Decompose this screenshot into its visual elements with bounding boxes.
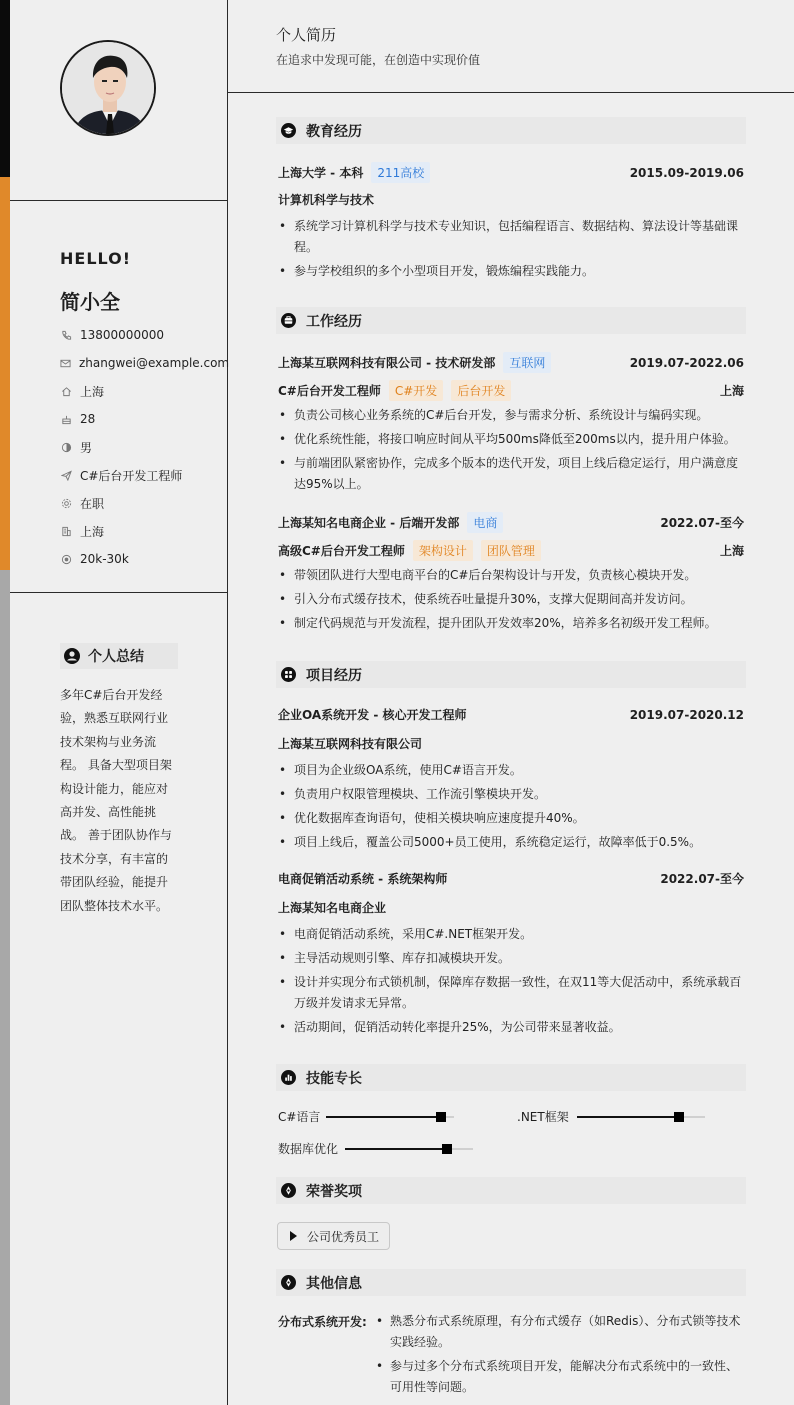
list-item: • 电商促销活动系统，采用C#.NET框架开发。 [278, 924, 744, 945]
skill-item [278, 1108, 454, 1125]
list-item: • 引入分布式缓存技术，使系统吞吐量提升30%，支撑大促期间高并发访问。 [278, 589, 744, 610]
project-details-list [278, 760, 744, 856]
info-hometown: 上海 [60, 377, 228, 405]
summary-text: 多年C#后台开发经验，熟悉互联网行业技术架构与业务流程。 具备大型项目架构设计能力，能应对高并发、高性能挑战。 善于团队协作与技术分享，有丰富的带团队经验，能提升团队整体技术水平。 [60, 688, 172, 913]
project-name: 电商促销活动系统 - 系统架构师 [278, 872, 448, 886]
job-company: 上海某互联网科技有限公司 - 技术研发部 [278, 356, 496, 370]
info-status: 在职 [60, 489, 228, 517]
sidebar [10, 0, 228, 1405]
list-item: • 活动期间，促销活动转化率提升25%，为公司带来显著收益。 [278, 1017, 744, 1038]
list-item: • 与前端团队紧密协作，完成多个版本的迭代开发，项目上线后稳定运行，用户满意度达95%以上。 [278, 453, 744, 495]
section-heading-education: 教育经历 [276, 117, 746, 144]
project-row [278, 706, 744, 723]
section-heading-work: 工作经历 [276, 307, 746, 334]
home-icon [60, 385, 72, 397]
sidebar-divider [10, 200, 228, 201]
school-tag: 211高校 [371, 162, 430, 183]
person-name: 简小全 [60, 290, 120, 314]
job-role: C#后台开发工程师 [278, 384, 381, 398]
list-item: • 熟悉分布式系统原理，有分布式缓存（如Redis）、分布式锁等技术实践经验。 [368, 1311, 746, 1353]
other-category-label: 分布式系统开发: [278, 1315, 367, 1329]
mail-icon [60, 357, 71, 369]
building-icon [60, 525, 72, 537]
list-item: • 带领团队进行大型电商平台的C#后台架构设计与开发，负责核心模块开发。 [278, 565, 744, 586]
role-tag: C#开发 [389, 380, 443, 401]
job-city: 上海 [719, 544, 744, 558]
status-icon [60, 497, 72, 509]
role-tag: 后台开发 [451, 380, 511, 401]
project-period: 2022.07-至今 [660, 872, 744, 886]
list-item: • 参与学校组织的多个小型项目开发，锻炼编程实践能力。 [278, 261, 744, 282]
skill-level-handle [442, 1144, 452, 1154]
skill-name: C#语言 [278, 1110, 321, 1124]
info-age: 28 [60, 405, 228, 433]
job-industry-tag: 互联网 [503, 352, 551, 373]
school-name: 上海大学 - 本科 [278, 166, 364, 180]
info-salary: 20k-30k [60, 545, 228, 573]
list-item: • 系统学习计算机科学与技术专业知识，包括编程语言、数据结构、算法设计等基础课程。 [278, 216, 744, 258]
project-row [278, 870, 744, 887]
award-item-button[interactable]: 公司优秀员工 [277, 1222, 390, 1250]
job-duties-list [278, 405, 744, 498]
other-info-list [368, 1311, 746, 1401]
job-row [278, 352, 744, 373]
skill-item [517, 1108, 705, 1125]
info-gender: 男 [60, 433, 228, 461]
list-item: • 项目为企业级OA系统，使用C#语言开发。 [278, 760, 744, 781]
gender-icon [60, 441, 72, 453]
contact-info-list [60, 321, 228, 573]
role-tag: 团队管理 [481, 540, 541, 561]
skill-level-fill [345, 1148, 447, 1150]
info-phone: 13800000000 [60, 321, 228, 349]
summary-heading: 个人总结 [60, 643, 178, 669]
sidebar-divider [10, 592, 228, 593]
list-item: • 设计并实现分布式锁机制，保障库存数据一致性，在双11等大促活动中，系统承载百万级并发请求无异常。 [278, 972, 744, 1014]
job-city: 上海 [719, 384, 744, 398]
phone-icon [60, 329, 72, 341]
job-company: 上海某知名电商企业 - 后端开发部 [278, 516, 460, 530]
project-name: 企业OA系统开发 - 核心开发工程师 [278, 708, 467, 722]
skill-name: .NET框架 [517, 1110, 569, 1124]
list-item: • 优化系统性能，将接口响应时间从平均500ms降低至200ms以内，提升用户体验。 [278, 429, 744, 450]
skill-level-bar [577, 1116, 705, 1118]
info-badge-icon [281, 1275, 296, 1290]
send-icon [60, 469, 72, 481]
section-heading-other: 其他信息 [276, 1269, 746, 1296]
job-period: 2019.07-2022.06 [629, 355, 744, 370]
salary-icon [60, 553, 72, 565]
list-item: • 制定代码规范与开发流程，提升团队开发效率20%，培养多名初级开发工程师。 [278, 613, 744, 634]
education-period: 2015.09-2019.06 [629, 165, 744, 180]
role-tag: 架构设计 [413, 540, 473, 561]
list-item: • 优化数据库查询语句，使相关模块响应速度提升40%。 [278, 808, 744, 829]
skill-level-handle [436, 1112, 446, 1122]
skill-level-fill [577, 1116, 679, 1118]
project-company: 上海某互联网科技有限公司 [278, 737, 423, 751]
skill-name: 数据库优化 [278, 1142, 339, 1156]
section-heading-projects: 项目经历 [276, 661, 746, 688]
hello-heading: HELLO! [60, 249, 132, 268]
skill-level-fill [326, 1116, 441, 1118]
accent-strip-gray [0, 570, 10, 1405]
job-period: 2022.07-至今 [660, 516, 744, 530]
list-item: • 主导活动规则引擎、库存扣减模块开发。 [278, 948, 744, 969]
job-duties-list [278, 565, 744, 637]
info-position: C#后台开发工程师 [60, 461, 228, 489]
section-heading-awards: 荣誉奖项 [276, 1177, 746, 1204]
education-list [278, 216, 744, 285]
list-item: • 负责用户权限管理模块、工作流引擎模块开发。 [278, 784, 744, 805]
education-major: 计算机科学与技术 [278, 193, 375, 207]
project-details-list [278, 924, 744, 1041]
skill-level-bar [345, 1148, 473, 1150]
job-role-row [278, 380, 744, 401]
award-icon [281, 1183, 296, 1198]
user-circle-icon [64, 648, 80, 664]
job-row [278, 512, 744, 533]
job-role-row [278, 540, 744, 561]
page-subtitle: 在追求中发现可能，在创造中实现价值 [276, 53, 481, 67]
accent-strip-black [0, 0, 10, 177]
accent-strip-orange [0, 177, 10, 570]
skill-item [278, 1140, 473, 1157]
education-row [278, 162, 744, 183]
page-header [276, 24, 480, 68]
cake-icon [60, 413, 72, 425]
list-item: • 参与过多个分布式系统项目开发，能解决分布式系统中的一致性、可用性等问题。 [368, 1356, 746, 1398]
skill-level-handle [674, 1112, 684, 1122]
list-item: • 负责公司核心业务系统的C#后台开发，参与需求分析、系统设计与编码实现。 [278, 405, 744, 426]
page-title: 个人简历 [276, 26, 337, 44]
project-company: 上海某知名电商企业 [278, 901, 387, 915]
list-item: • 项目上线后，覆盖公司5000+员工使用，系统稳定运行，故障率低于0.5%。 [278, 832, 744, 853]
info-city: 上海 [60, 517, 228, 545]
skill-level-bar [326, 1116, 454, 1118]
briefcase-icon [281, 313, 296, 328]
grid-icon [281, 667, 296, 682]
job-industry-tag: 电商 [467, 512, 503, 533]
avatar [60, 40, 156, 136]
bar-chart-icon [281, 1070, 296, 1085]
header-divider [228, 92, 794, 93]
graduation-cap-icon [281, 123, 296, 138]
section-heading-skills: 技能专长 [276, 1064, 746, 1091]
job-role: 高级C#后台开发工程师 [278, 544, 405, 558]
project-period: 2019.07-2020.12 [629, 707, 744, 722]
info-email: zhangwei@example.com [60, 349, 228, 377]
play-icon [290, 1231, 297, 1241]
